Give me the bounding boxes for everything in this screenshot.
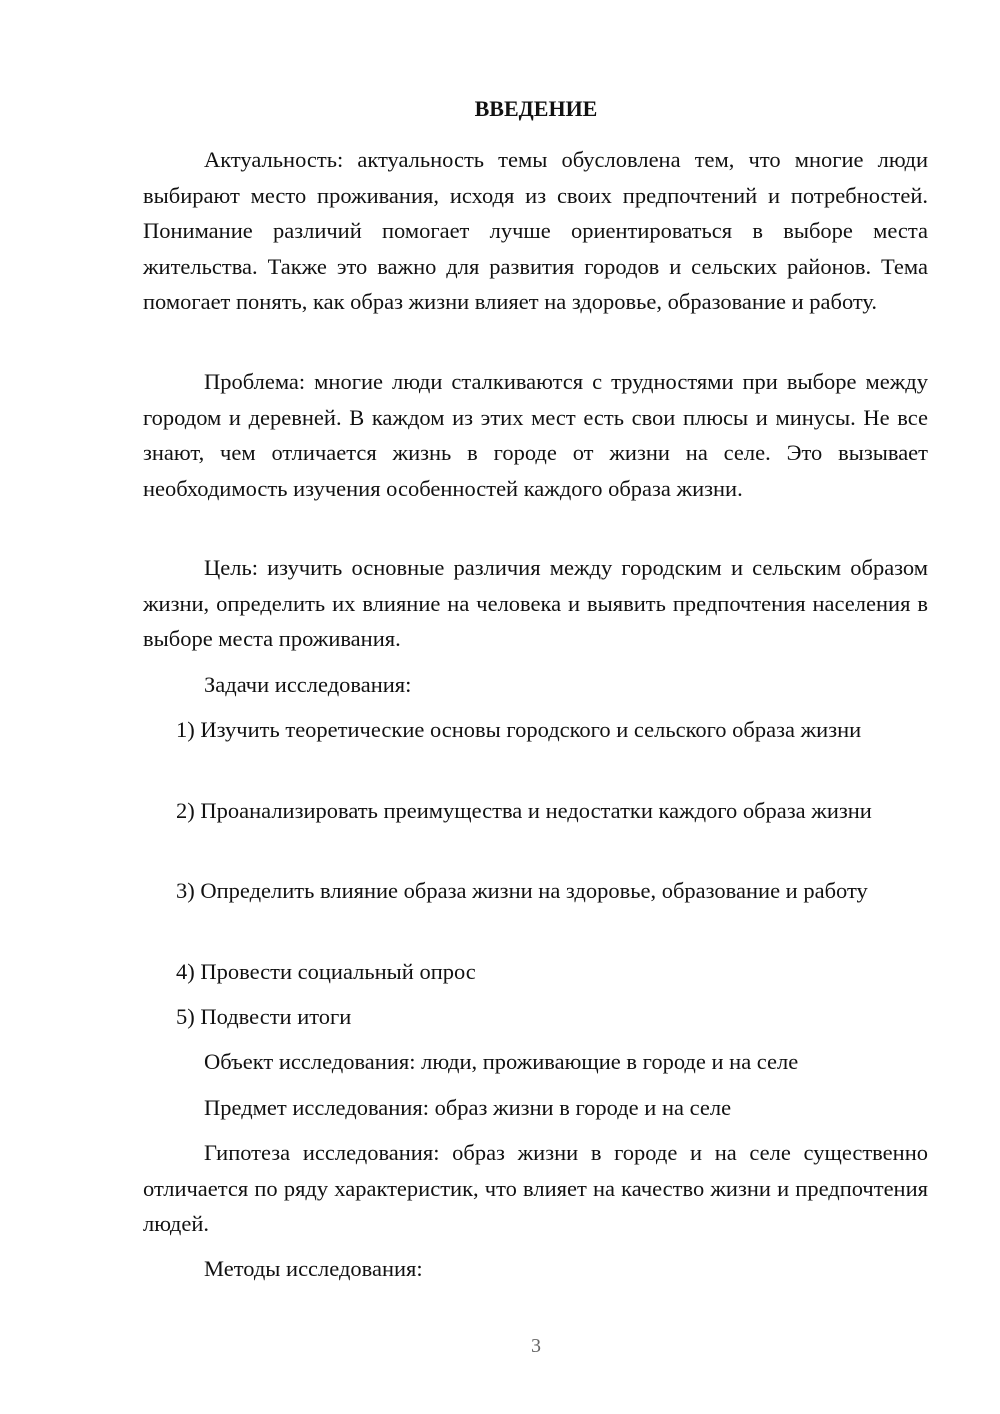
relevance-paragraph: Актуальность: актуальность темы обусловлена тем, что многие люди выбирают место проживания, исходя из своих предпочтений и потребностей. Понимание различий помогает лучше ориентироваться в выборе места жительства. Также это важно для развития городов и сельских районов. Тема помогает понять, как образ жизни влияет на здоровье, образование и работу. — [143, 147, 928, 314]
hypothesis-paragraph: Гипотеза исследования: образ жизни в городе и на селе существенно отличается по ряду характеристик, что влияет на качество жизни и предпочтения людей. — [143, 1140, 928, 1236]
task-item: 1) Изучить теоретические основы городского и сельского образа жизни — [176, 717, 862, 742]
task-item: 4) Провести социальный опрос — [176, 959, 476, 984]
page-number: 3 — [531, 1335, 541, 1357]
task-item: 3) Определить влияние образа жизни на здоровье, образование и работу — [176, 878, 868, 903]
subject-paragraph: Предмет исследования: образ жизни в городе и на селе — [204, 1095, 732, 1120]
object-paragraph: Объект исследования: люди, проживающие в городе и на селе — [204, 1049, 799, 1074]
methods-heading: Методы исследования: — [204, 1256, 423, 1281]
tasks-heading: Задачи исследования: — [204, 672, 412, 697]
task-item: 2) Проанализировать преимущества и недостатки каждого образа жизни — [176, 798, 872, 823]
task-item: 5) Подвести итоги — [176, 1004, 352, 1029]
goal-paragraph: Цель: изучить основные различия между городским и сельским образом жизни, определить их влияние на человека и выявить предпочтения населения в выборе места проживания. — [143, 555, 928, 651]
page-title: ВВЕДЕНИЕ — [474, 96, 598, 121]
problem-paragraph: Проблема: многие люди сталкиваются с трудностями при выборе между городом и деревней. В каждом из этих мест есть свои плюсы и минусы. Не все знают, чем отличается жизнь в городе от жизни на селе. Это вызывает необходимость изучения особенностей каждого образа жизни. — [143, 369, 928, 501]
